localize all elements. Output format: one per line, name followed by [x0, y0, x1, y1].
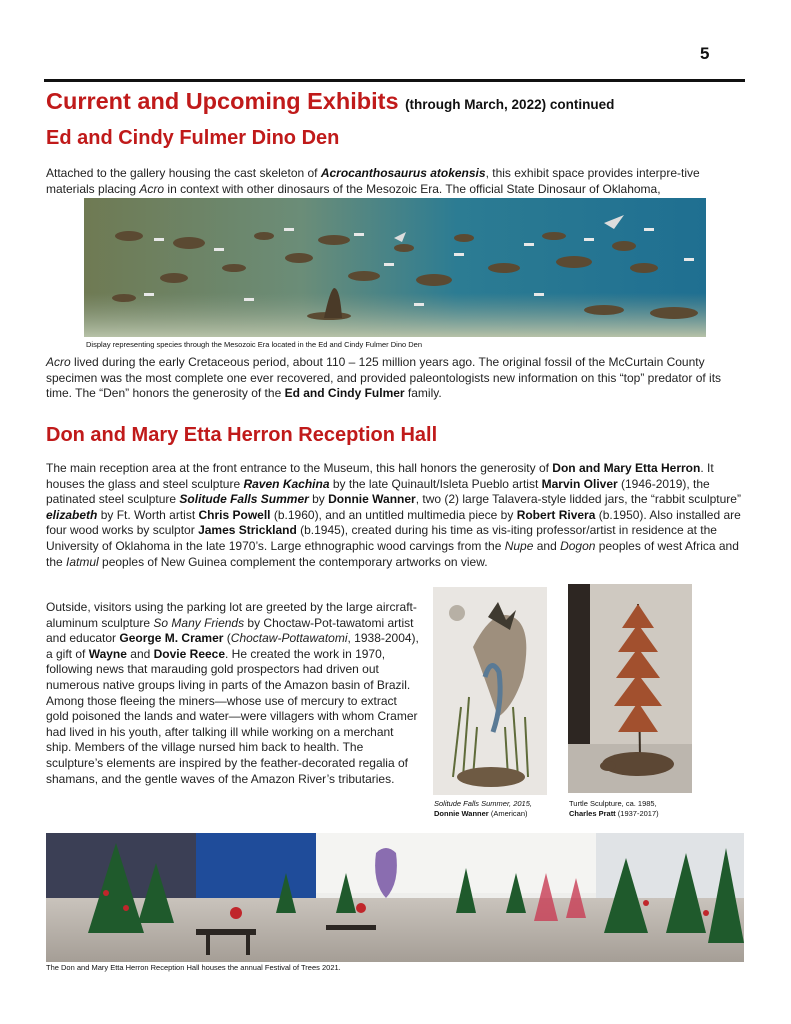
reception-hall-paragraph-1: The main reception area at the front entrance to the Museum, this hall honors the generosity of Don and Mary Etta Herron. It houses the glass and steel sculpture Raven Kachina by the late Quinault/Isleta Pueblo artist Marvin Oliver (1946-2019), the patinated steel sculpture Solitude Falls Summer by Donnie Wanner, two (2) large Talavera-style lidded jars, the “rabbit sculpture” elizabeth by Ft. Worth artist Chris Powell (b.1960), and an untitled multimedia piece by Robert Rivera (b.1950). Also installed are four wood works by sculptor James Strickland (b.1945), created during his time as vis-iting professor/artist in residence at the University of Oklahoma in the late 1970’s. Large ethnographic wood carvings from the Nupe and Dogon peoples of west Africa and the Iatmul peoples of New Guinea complement the contemporary artworks on view.	[46, 461, 741, 569]
reception-hall-photo-caption: The Don and Mary Etta Herron Reception Hall houses the annual Festival of Trees 2021.	[46, 963, 341, 972]
solitude-falls-caption: Solitude Falls Summer, 2015, Donnie Wanner (American)	[434, 799, 532, 818]
solitude-falls-photo	[433, 587, 547, 795]
dino-den-continued: Acro lived during the early Cretaceous period, about 110 – 125 million years ago. The original fossil of the McCurtain County specimen was the most complete one ever recovered, and provided paleontologists new information on this “top” predator of its time. The “Den” honors the generosity of the Ed and Cindy Fulmer family.	[46, 355, 722, 401]
page-title-main: Current and Upcoming Exhibits	[46, 88, 399, 114]
page-number: 5	[700, 44, 710, 63]
section-title-reception-hall: Don and Mary Etta Herron Reception Hall	[46, 424, 438, 446]
turtle-sculpture-caption: Turtle Sculpture, ca. 1985, Charles Pratt (1937-2017)	[569, 799, 659, 818]
dino-den-photo	[84, 198, 706, 337]
dino-den-intro: Attached to the gallery housing the cast skeleton of Acrocanthosaurus atokensis, this exhibit space provides interpre-tive materials placing Acro in context with other dinosaurs of the Mesozoic Era. The official State Dinosaur of Oklahoma,	[46, 166, 700, 196]
reception-hall-paragraph-2: Outside, visitors using the parking lot are greeted by the large aircraft-aluminum sculpture So Many Friends by Choctaw-Pot-tawatomi artist and educator George M. Cramer (Choctaw-Pottawatomi, 1938-2004), a gift of Wayne and Dovie Reece. He created the work in 1970, following news that marauding gold prospectors had driven out numerous native groups living in parts of the Amazon basin of Brazil. Among those fleeing the miners—whose use of mercury to extract gold poisoned the lands and water—were villagers with whom Cramer had lived in his youth, after talking ill while working on a merchant ship. Members of the village nursed him back to health. The sculpture’s elements are inspired by the feather-decorated regalia of shamans, and the gentle waves of the Amazon River’s tributaries.	[46, 600, 419, 786]
page-title-sub: (through March, 2022) continued	[405, 97, 615, 112]
page-title	[46, 88, 614, 115]
dino-den-photo-caption: Display representing species through the Mesozoic Era located in the Ed and Cindy Fulmer Dino Den	[86, 340, 423, 349]
header-rule	[44, 79, 745, 82]
reception-hall-photo	[46, 833, 744, 962]
section-title-dino-den: Ed and Cindy Fulmer Dino Den	[46, 127, 340, 149]
turtle-sculpture-photo	[568, 584, 692, 793]
